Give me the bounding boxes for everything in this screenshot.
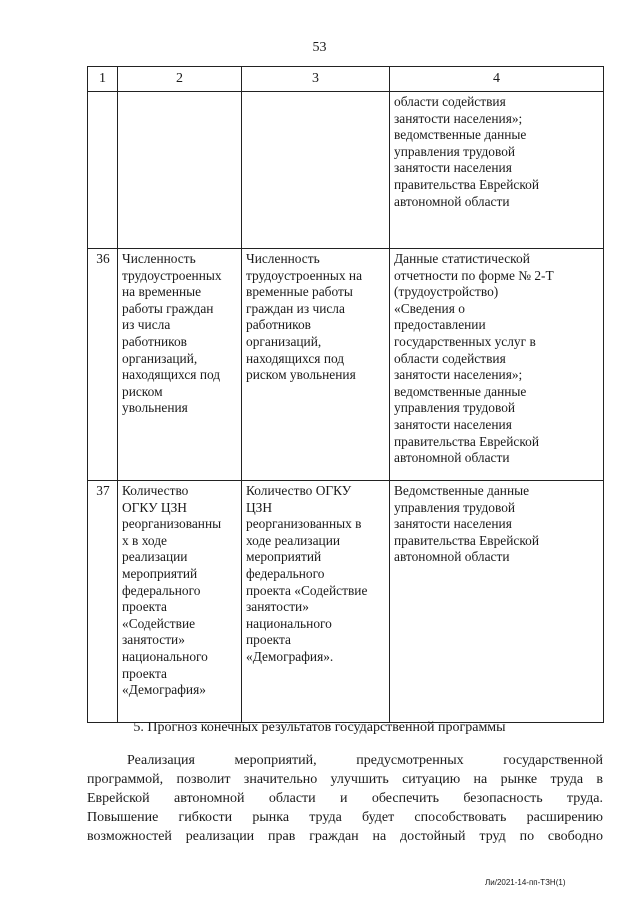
cell-text-line: занятости» <box>246 599 309 615</box>
table-header-row <box>88 67 604 92</box>
cell-text-line: занятости населения»; <box>394 110 523 126</box>
paragraph-line: Повышение гибкости рынка труда будет способствовать расширению <box>87 810 603 825</box>
cell-text-line: федерального <box>246 565 325 581</box>
cell-text-line: на временные <box>122 284 202 300</box>
cell-text-line: (трудоустройство) <box>394 284 499 300</box>
table-row-continuation <box>88 92 604 249</box>
cell-text-line: риском <box>122 383 163 399</box>
cell-text-line: занятости населения»; <box>394 367 523 383</box>
cell-text-line: проекта «Содействие <box>246 582 368 598</box>
indicator-definition-cell <box>242 481 390 723</box>
cell-text-line: «Демография» <box>122 682 206 698</box>
cell-text-line: занятости населения <box>394 160 512 176</box>
cell-text-line: правительства Еврейской <box>394 532 540 548</box>
cell-text-line: ведомственные данные <box>394 127 527 143</box>
cell-text-line: ЦЗН <box>246 499 273 515</box>
cell-text-line: области содействия <box>394 94 506 109</box>
cell-text-line: правительства Еврейской <box>394 433 540 449</box>
cell-text-line: Численность <box>246 251 320 266</box>
cell-text-line: Количество ОГКУ <box>246 483 352 498</box>
cell-text-line: Ведомственные данные <box>394 483 530 498</box>
cell-text-line: организаций, <box>122 350 198 366</box>
cell-text-line: отчетности по форме № 2-Т <box>394 267 554 283</box>
row-number-cell <box>88 92 118 249</box>
cell-text-line: занятости населения <box>394 416 512 432</box>
cell-text-line: «Демография». <box>246 648 334 664</box>
indicator-name-cell <box>118 249 242 481</box>
header-cell-2: 2 <box>118 67 242 92</box>
cell-text-line: работников <box>122 333 187 349</box>
cell-text-line: федерального <box>122 582 201 598</box>
cell-text-line: автономной области <box>394 193 510 209</box>
cell-text-line: правительства Еврейской <box>394 176 540 192</box>
cell-text-line: «Сведения о <box>394 300 465 316</box>
page-number: 53 <box>312 40 327 55</box>
paragraph-line: программой, позволит значительно улучшить ситуацию на рынке труда в <box>87 772 603 787</box>
paragraph-line: Еврейской автономной области и обеспечить безопасность труда. <box>87 791 603 806</box>
cell-text-line: мероприятий <box>246 549 322 565</box>
cell-text-line: трудоустроенных на <box>246 267 363 283</box>
cell-text-line: реорганизованны <box>122 516 222 532</box>
cell-text-line: Численность <box>122 251 196 266</box>
header-cell-1: 1 <box>88 67 118 92</box>
cell-text-line: занятости населения <box>394 516 512 532</box>
row-number-cell: 36 <box>88 249 118 481</box>
cell-text-line: национального <box>122 648 208 664</box>
cell-text-line: увольнения <box>122 400 188 416</box>
indicators-table <box>87 66 604 723</box>
table-row-37 <box>88 481 604 723</box>
cell-text-line: работы граждан <box>122 300 214 316</box>
body-paragraph <box>87 751 603 846</box>
table-row-36 <box>88 249 604 481</box>
header-cell-4: 4 <box>390 67 604 92</box>
cell-text-line: ходе реализации <box>246 532 341 548</box>
cell-text-line: временные работы <box>246 284 353 300</box>
cell-text-line: ОГКУ ЦЗН <box>122 499 187 515</box>
header-cell-3: 3 <box>242 67 390 92</box>
cell-text-line: автономной области <box>394 450 510 466</box>
cell-text-line: Количество <box>122 483 189 498</box>
cell-text-line: проекта <box>122 599 167 615</box>
indicator-name-cell <box>118 481 242 723</box>
data-source-cell <box>390 92 604 249</box>
document-code: Ли/2021-14-пп-ТЗН(1) <box>485 878 566 887</box>
paragraph-line: возможностей реализации прав граждан на достойный труд по свободно <box>87 829 603 844</box>
cell-text-line: работников <box>246 317 311 333</box>
row-number-cell: 37 <box>88 481 118 723</box>
indicator-definition-cell <box>242 92 390 249</box>
cell-text-line: управления трудовой <box>394 499 516 515</box>
cell-text-line: автономной области <box>394 549 510 565</box>
cell-text-line: трудоустроенных <box>122 267 222 283</box>
cell-text-line: из числа <box>122 317 171 333</box>
cell-text-line: граждан из числа <box>246 300 345 316</box>
cell-text-line: управления трудовой <box>394 143 516 159</box>
section-title: 5. Прогноз конечных результатов государственной программы <box>133 720 506 735</box>
cell-text-line: управления трудовой <box>394 400 516 416</box>
cell-text-line: «Содействие <box>122 615 196 631</box>
indicator-definition-cell <box>242 249 390 481</box>
cell-text-line: риском увольнения <box>246 367 356 383</box>
data-source-cell <box>390 249 604 481</box>
cell-text-line: проекта <box>122 665 167 681</box>
cell-text-line: находящихся под <box>122 367 221 383</box>
cell-text-line: проекта <box>246 632 291 648</box>
cell-text-line: ведомственные данные <box>394 383 527 399</box>
cell-text-line: занятости» <box>122 632 185 648</box>
cell-text-line: предоставлении <box>394 317 486 333</box>
paragraph-line: Реализация мероприятий, предусмотренных государственной <box>127 753 603 768</box>
cell-text-line: мероприятий <box>122 565 198 581</box>
cell-text-line: организаций, <box>246 333 322 349</box>
data-source-cell <box>390 481 604 723</box>
cell-text-line: реорганизованных в <box>246 516 362 532</box>
cell-text-line: национального <box>246 615 332 631</box>
cell-text-line: государственных услуг в <box>394 333 536 349</box>
cell-text-line: находящихся под <box>246 350 345 366</box>
indicator-name-cell <box>118 92 242 249</box>
cell-text-line: Данные статистической <box>394 251 530 266</box>
cell-text-line: реализации <box>122 549 188 565</box>
cell-text-line: области содействия <box>394 350 506 366</box>
cell-text-line: х в ходе <box>122 532 167 548</box>
